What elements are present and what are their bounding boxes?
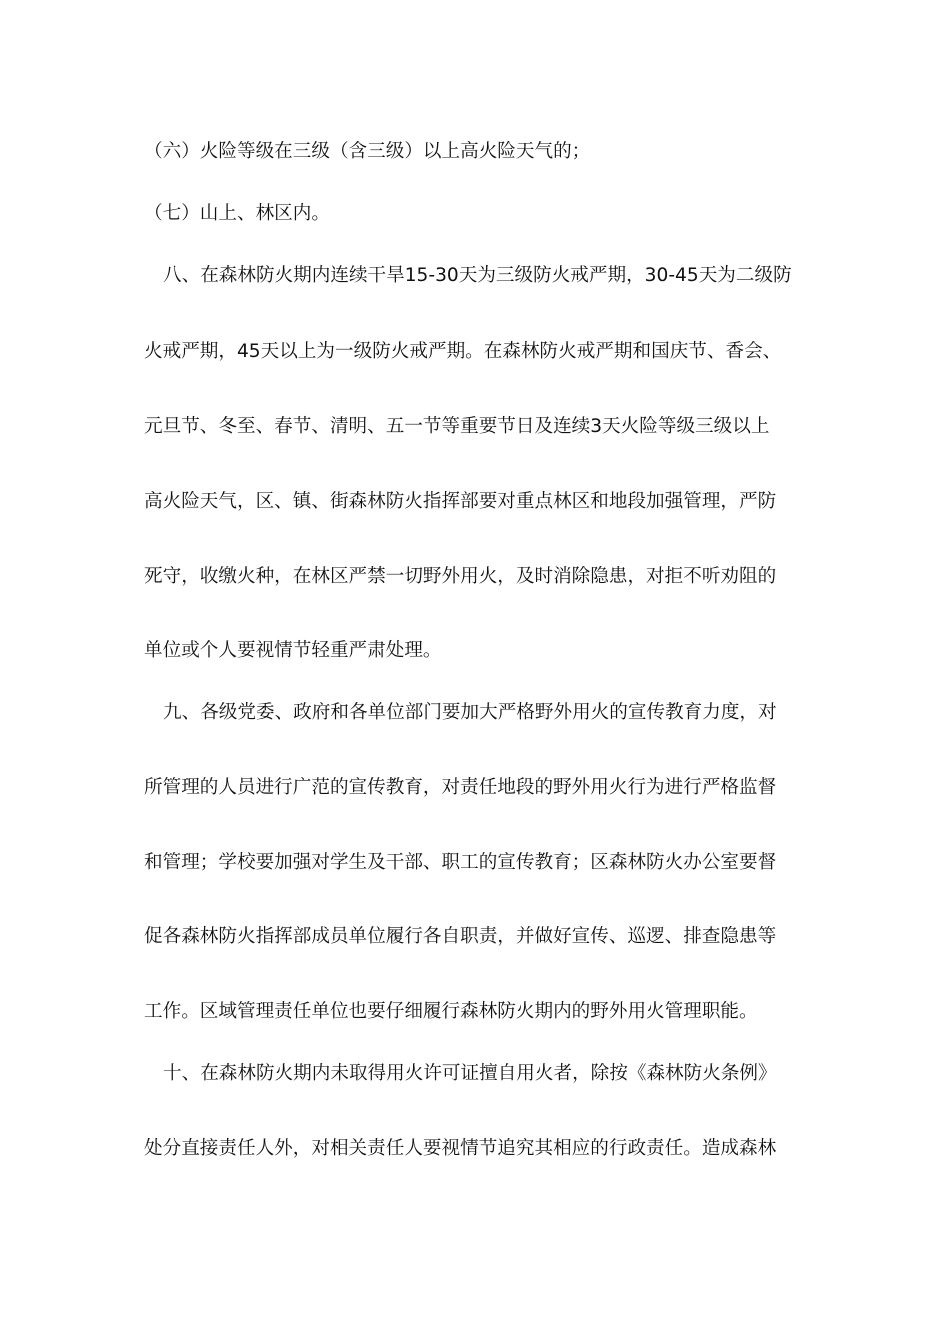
paragraph-line: 八、在森林防火期内连续干旱15-30天为三级防火戒严期，30-45天为二级防 [163, 265, 792, 286]
paragraph-line: 死守，收缴火种，在林区严禁一切野外用火，及时消除隐患，对拒不听劝阻的 [144, 566, 777, 587]
paragraph-line: 工作。区域管理责任单位也要仔细履行森林防火期内的野外用火管理职能。 [144, 1001, 758, 1022]
paragraph-line: （七）山上、林区内。 [144, 203, 330, 224]
paragraph-line: （六）火险等级在三级（含三级）以上高火险天气的； [144, 141, 591, 162]
paragraph-line: 九、各级党委、政府和各单位部门要加大严格野外用火的宣传教育力度，对 [163, 702, 777, 723]
paragraph-line: 十、在森林防火期内未取得用火许可证擅自用火者，除按《森林防火条例》 [163, 1063, 777, 1084]
paragraph-line: 火戒严期，45天以上为一级防火戒严期。在森林防火戒严期和国庆节、香会、 [144, 341, 782, 362]
paragraph-line: 元旦节、冬至、春节、清明、五一节等重要节日及连续3天火险等级三级以上 [144, 416, 770, 437]
paragraph-line: 单位或个人要视情节轻重严肃处理。 [144, 640, 442, 661]
paragraph-line: 高火险天气，区、镇、街森林防火指挥部要对重点林区和地段加强管理，严防 [144, 491, 777, 512]
paragraph-line: 促各森林防火指挥部成员单位履行各自职责，并做好宣传、巡逻、排查隐患等 [144, 926, 777, 947]
paragraph-line: 处分直接责任人外，对相关责任人要视情节追究其相应的行政责任。造成森林 [144, 1138, 777, 1159]
paragraph-line: 和管理；学校要加强对学生及干部、职工的宣传教育；区森林防火办公室要督 [144, 852, 777, 873]
paragraph-line: 所管理的人员进行广范的宣传教育，对责任地段的野外用火行为进行严格监督 [144, 777, 777, 798]
